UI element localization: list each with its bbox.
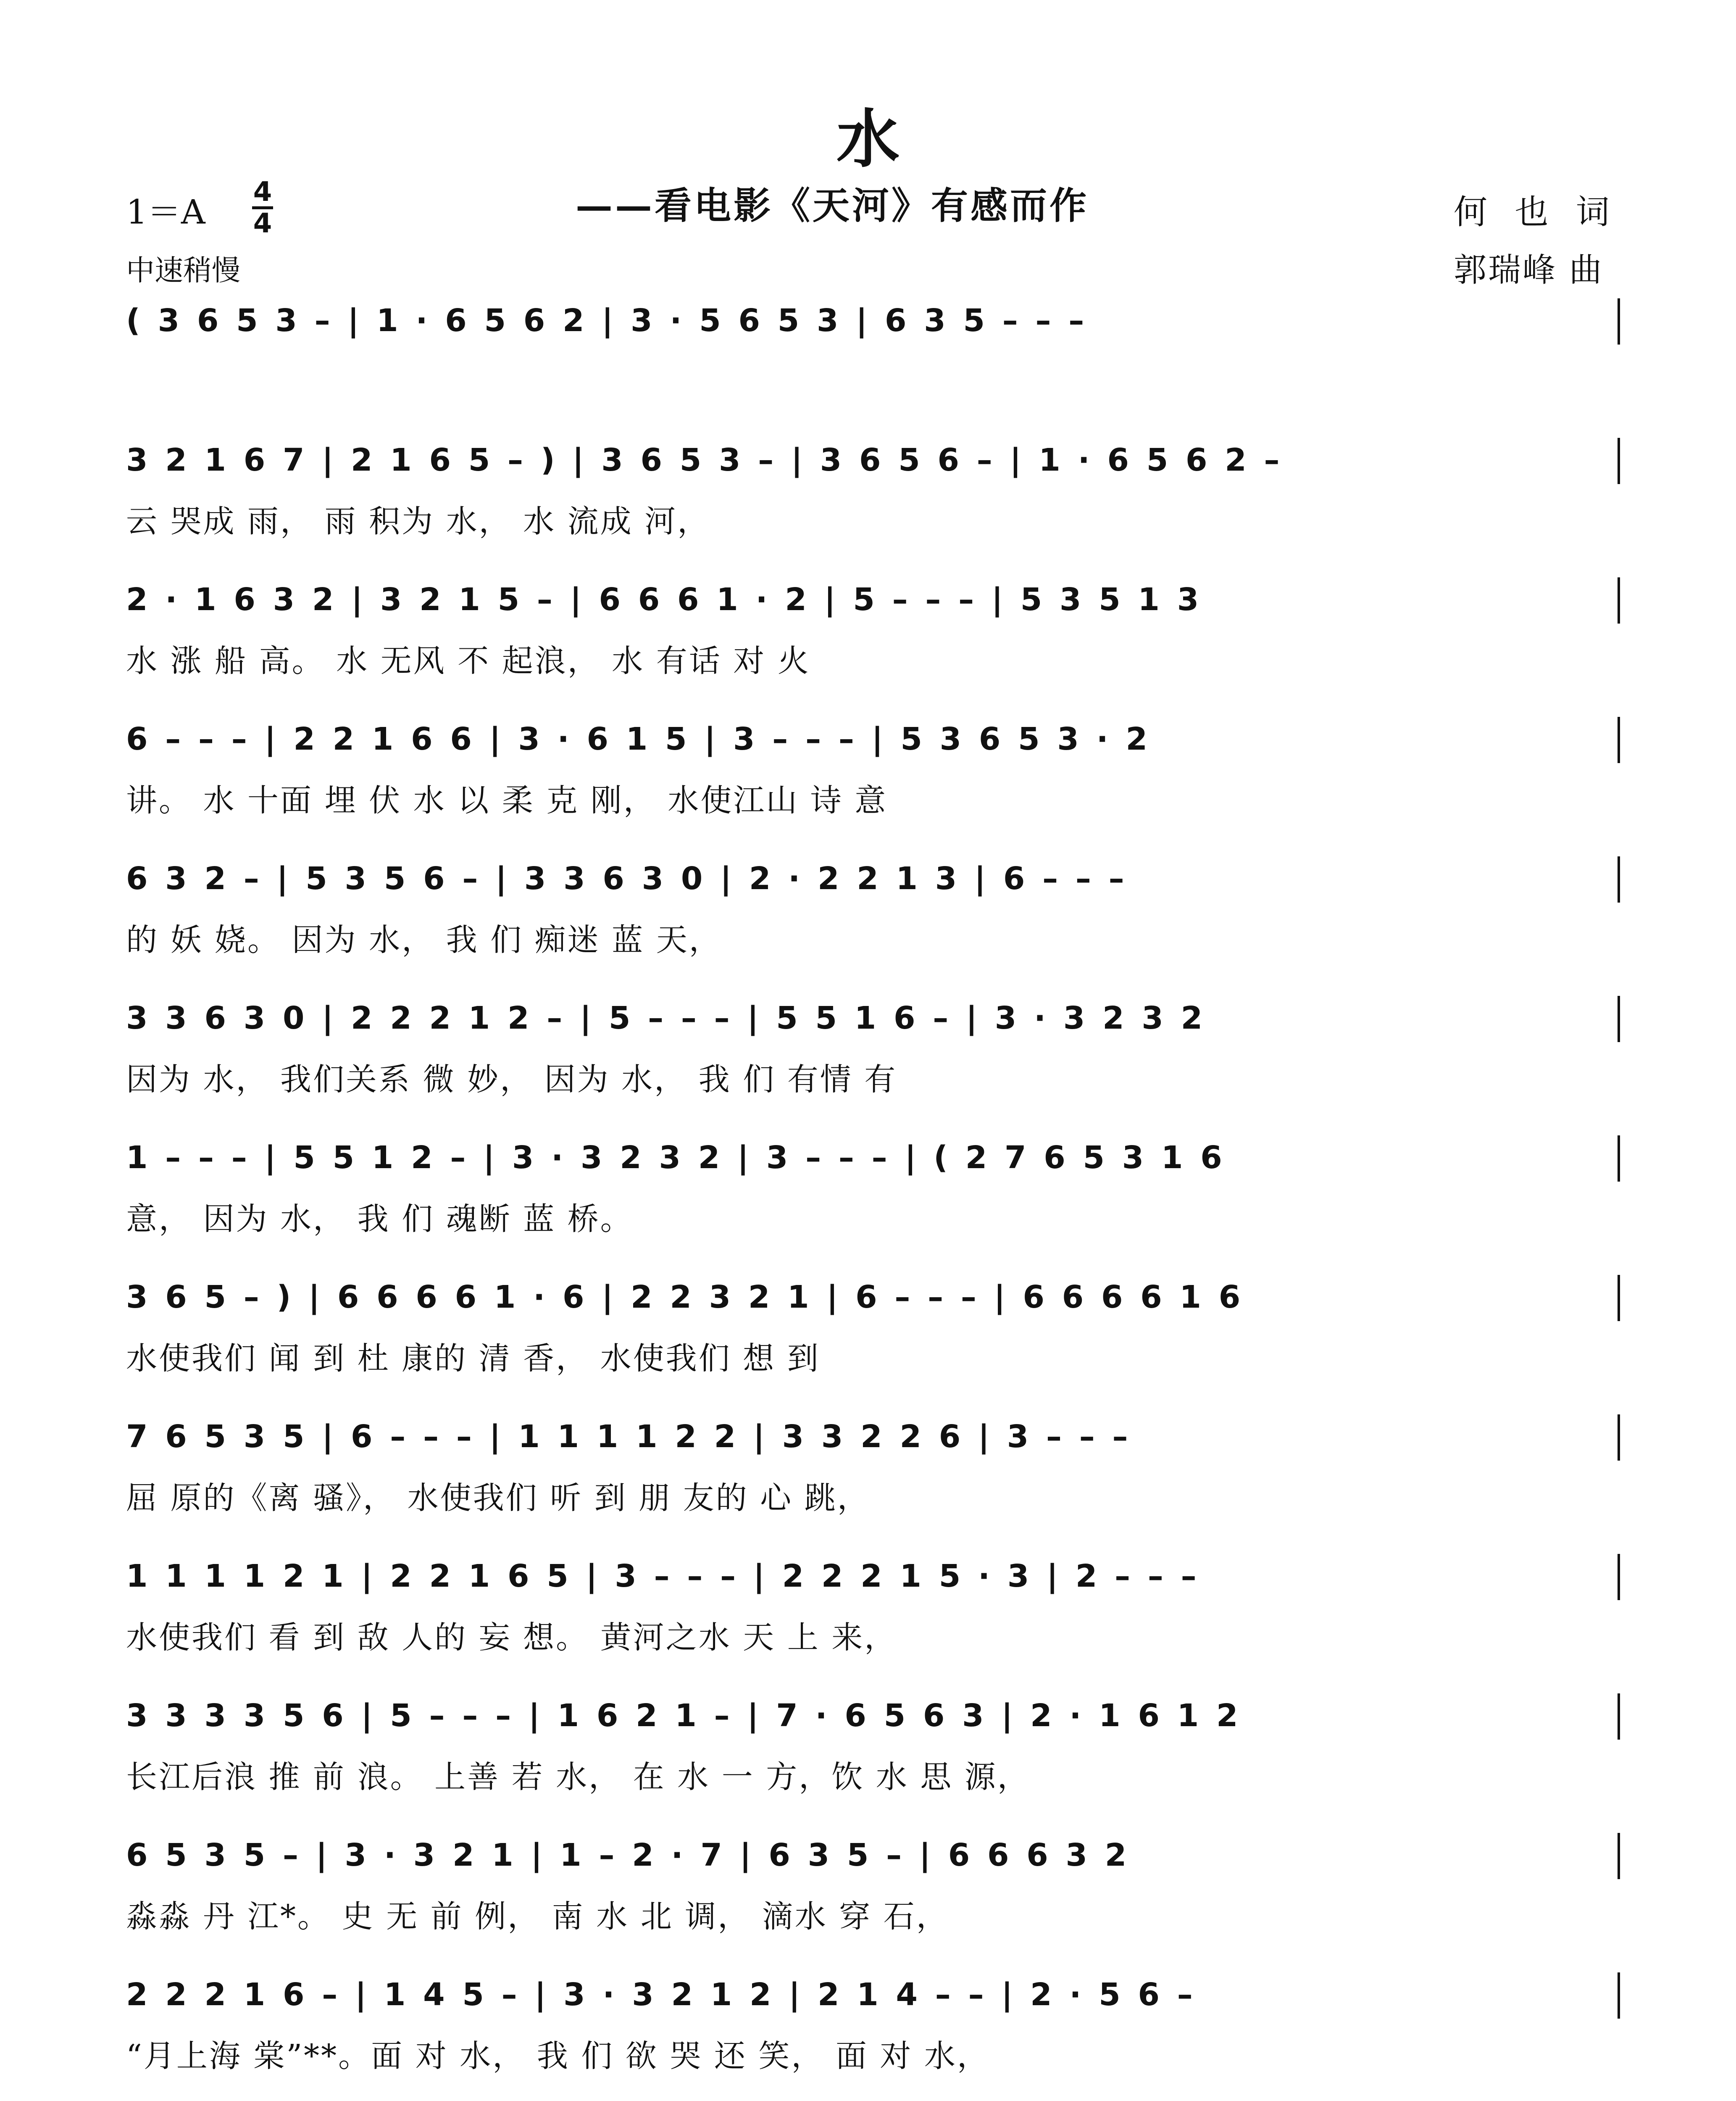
lyric-line: 屈 原的《离 骚》， 水使我们 听 到 朋 友的 心 跳， <box>126 1480 870 1516</box>
key-signature: 1＝A <box>126 192 205 232</box>
lyric-line: 云 哭成 雨， 雨 积为 水， 水 流成 河， <box>126 503 710 540</box>
system-end-barline <box>1618 1275 1620 1321</box>
notation-line: 6 5 3 5 – | 3 · 3 2 1 | 1 – 2 · 7 | 6 3 5 – | 6 6 6 3 2 <box>126 1837 1128 1873</box>
time-signature <box>252 176 273 239</box>
system-end-barline <box>1618 856 1620 903</box>
notation-line: 2 2 2 1 6 – | 1 4 5 – | 3 · 3 2 1 2 | 2 1 4 – – | 2 · 5 6 – <box>126 1977 1194 2013</box>
lyric-line: 淼淼 丹 江*。 史 无 前 例， 南 水 北 调， 滴水 穿 石， <box>126 1898 949 1935</box>
system-end-barline <box>1618 577 1620 624</box>
system-end-barline <box>1618 298 1620 345</box>
time-signature-bottom: 4 <box>253 208 272 239</box>
system-end-barline <box>1618 438 1620 484</box>
time-signature-top: 4 <box>253 176 272 208</box>
lyric-line: 意， 因为 水， 我 们 魂断 蓝 桥。 <box>126 1201 633 1237</box>
system-end-barline <box>1618 1972 1620 2019</box>
notation-line: 1 – – – | 5 5 1 2 – | 3 · 3 2 3 2 | 3 – – – | ( 2 7 6 5 3 1 6 <box>126 1140 1223 1176</box>
system-end-barline <box>1618 717 1620 763</box>
system-end-barline <box>1618 1693 1620 1740</box>
notation-line: 3 6 5 – ) | 6 6 6 6 1 · 6 | 2 2 3 2 1 | 6 – – – | 6 6 6 6 1 6 <box>126 1279 1242 1315</box>
song-subtitle: ——看电影《天河》有感而作 <box>576 184 1089 227</box>
lyric-line: 因为 水， 我们关系 微 妙， 因为 水， 我 们 有情 有 <box>126 1061 897 1098</box>
tempo-marking: 中速稍慢 <box>126 254 241 287</box>
lyric-line: 的 妖 娆。 因为 水， 我 们 痴迷 蓝 天， <box>126 922 722 958</box>
notation-line: 3 2 1 6 7 | 2 1 6 5 – ) | 3 6 5 3 – | 3 6 5 6 – | 1 · 6 5 6 2 – <box>126 442 1281 478</box>
lyric-line: 水使我们 看 到 敌 人的 妄 想。 黄河之水 天 上 来， <box>126 1619 897 1656</box>
notation-line: 2 · 1 6 3 2 | 3 2 1 5 – | 6 6 6 1 · 2 | 5 – – – | 5 3 5 1 3 <box>126 582 1200 618</box>
lyric-line: 讲。 水 十面 埋 伏 水 以 柔 克 刚， 水使江山 诗 意 <box>126 782 888 819</box>
lyricist-credit: 何 也 词 <box>1454 192 1618 232</box>
lyric-line: 水使我们 闻 到 杜 康的 清 香， 水使我们 想 到 <box>126 1340 820 1377</box>
lyric-line: 水 涨 船 高。 水 无风 不 起浪， 水 有话 对 火 <box>126 643 810 679</box>
notation-line: 7 6 5 3 5 | 6 – – – | 1 1 1 1 2 2 | 3 3 2 2 6 | 3 – – – <box>126 1419 1129 1455</box>
system-end-barline <box>1618 1135 1620 1182</box>
system-end-barline <box>1618 996 1620 1042</box>
notation-line: 3 3 6 3 0 | 2 2 2 1 2 – | 5 – – – | 5 5 1 6 – | 3 · 3 2 3 2 <box>126 1000 1204 1036</box>
composer-credit: 郭瑞峰 曲 <box>1454 251 1604 289</box>
system-end-barline <box>1618 1554 1620 1600</box>
notation-line: ( 3 6 5 3 – | 1 · 6 5 6 2 | 3 · 5 6 5 3 | 6 3 5 – – – <box>126 303 1085 339</box>
song-title: 水 <box>836 102 900 176</box>
notation-line: 1 1 1 1 2 1 | 2 2 1 6 5 | 3 – – – | 2 2 2 1 5 · 3 | 2 – – – <box>126 1558 1197 1594</box>
system-end-barline <box>1618 1414 1620 1461</box>
lyric-line: 长江后浪 推 前 浪。 上善 若 水， 在 水 一 方，饮 水 思 源， <box>126 1759 1030 1795</box>
notation-line: 3 3 3 3 5 6 | 5 – – – | 1 6 2 1 – | 7 · 6 5 6 3 | 2 · 1 6 1 2 <box>126 1698 1239 1734</box>
notation-line: 6 3 2 – | 5 3 5 6 – | 3 3 6 3 0 | 2 · 2 2 1 3 | 6 – – – <box>126 861 1125 897</box>
system-end-barline <box>1618 1833 1620 1879</box>
lyric-line: “月上海 棠”**。面 对 水， 我 们 欲 哭 还 笑， 面 对 水， <box>126 2038 990 2074</box>
notation-line: 6 – – – | 2 2 1 6 6 | 3 · 6 1 5 | 3 – – – | 5 3 6 5 3 · 2 <box>126 721 1149 757</box>
